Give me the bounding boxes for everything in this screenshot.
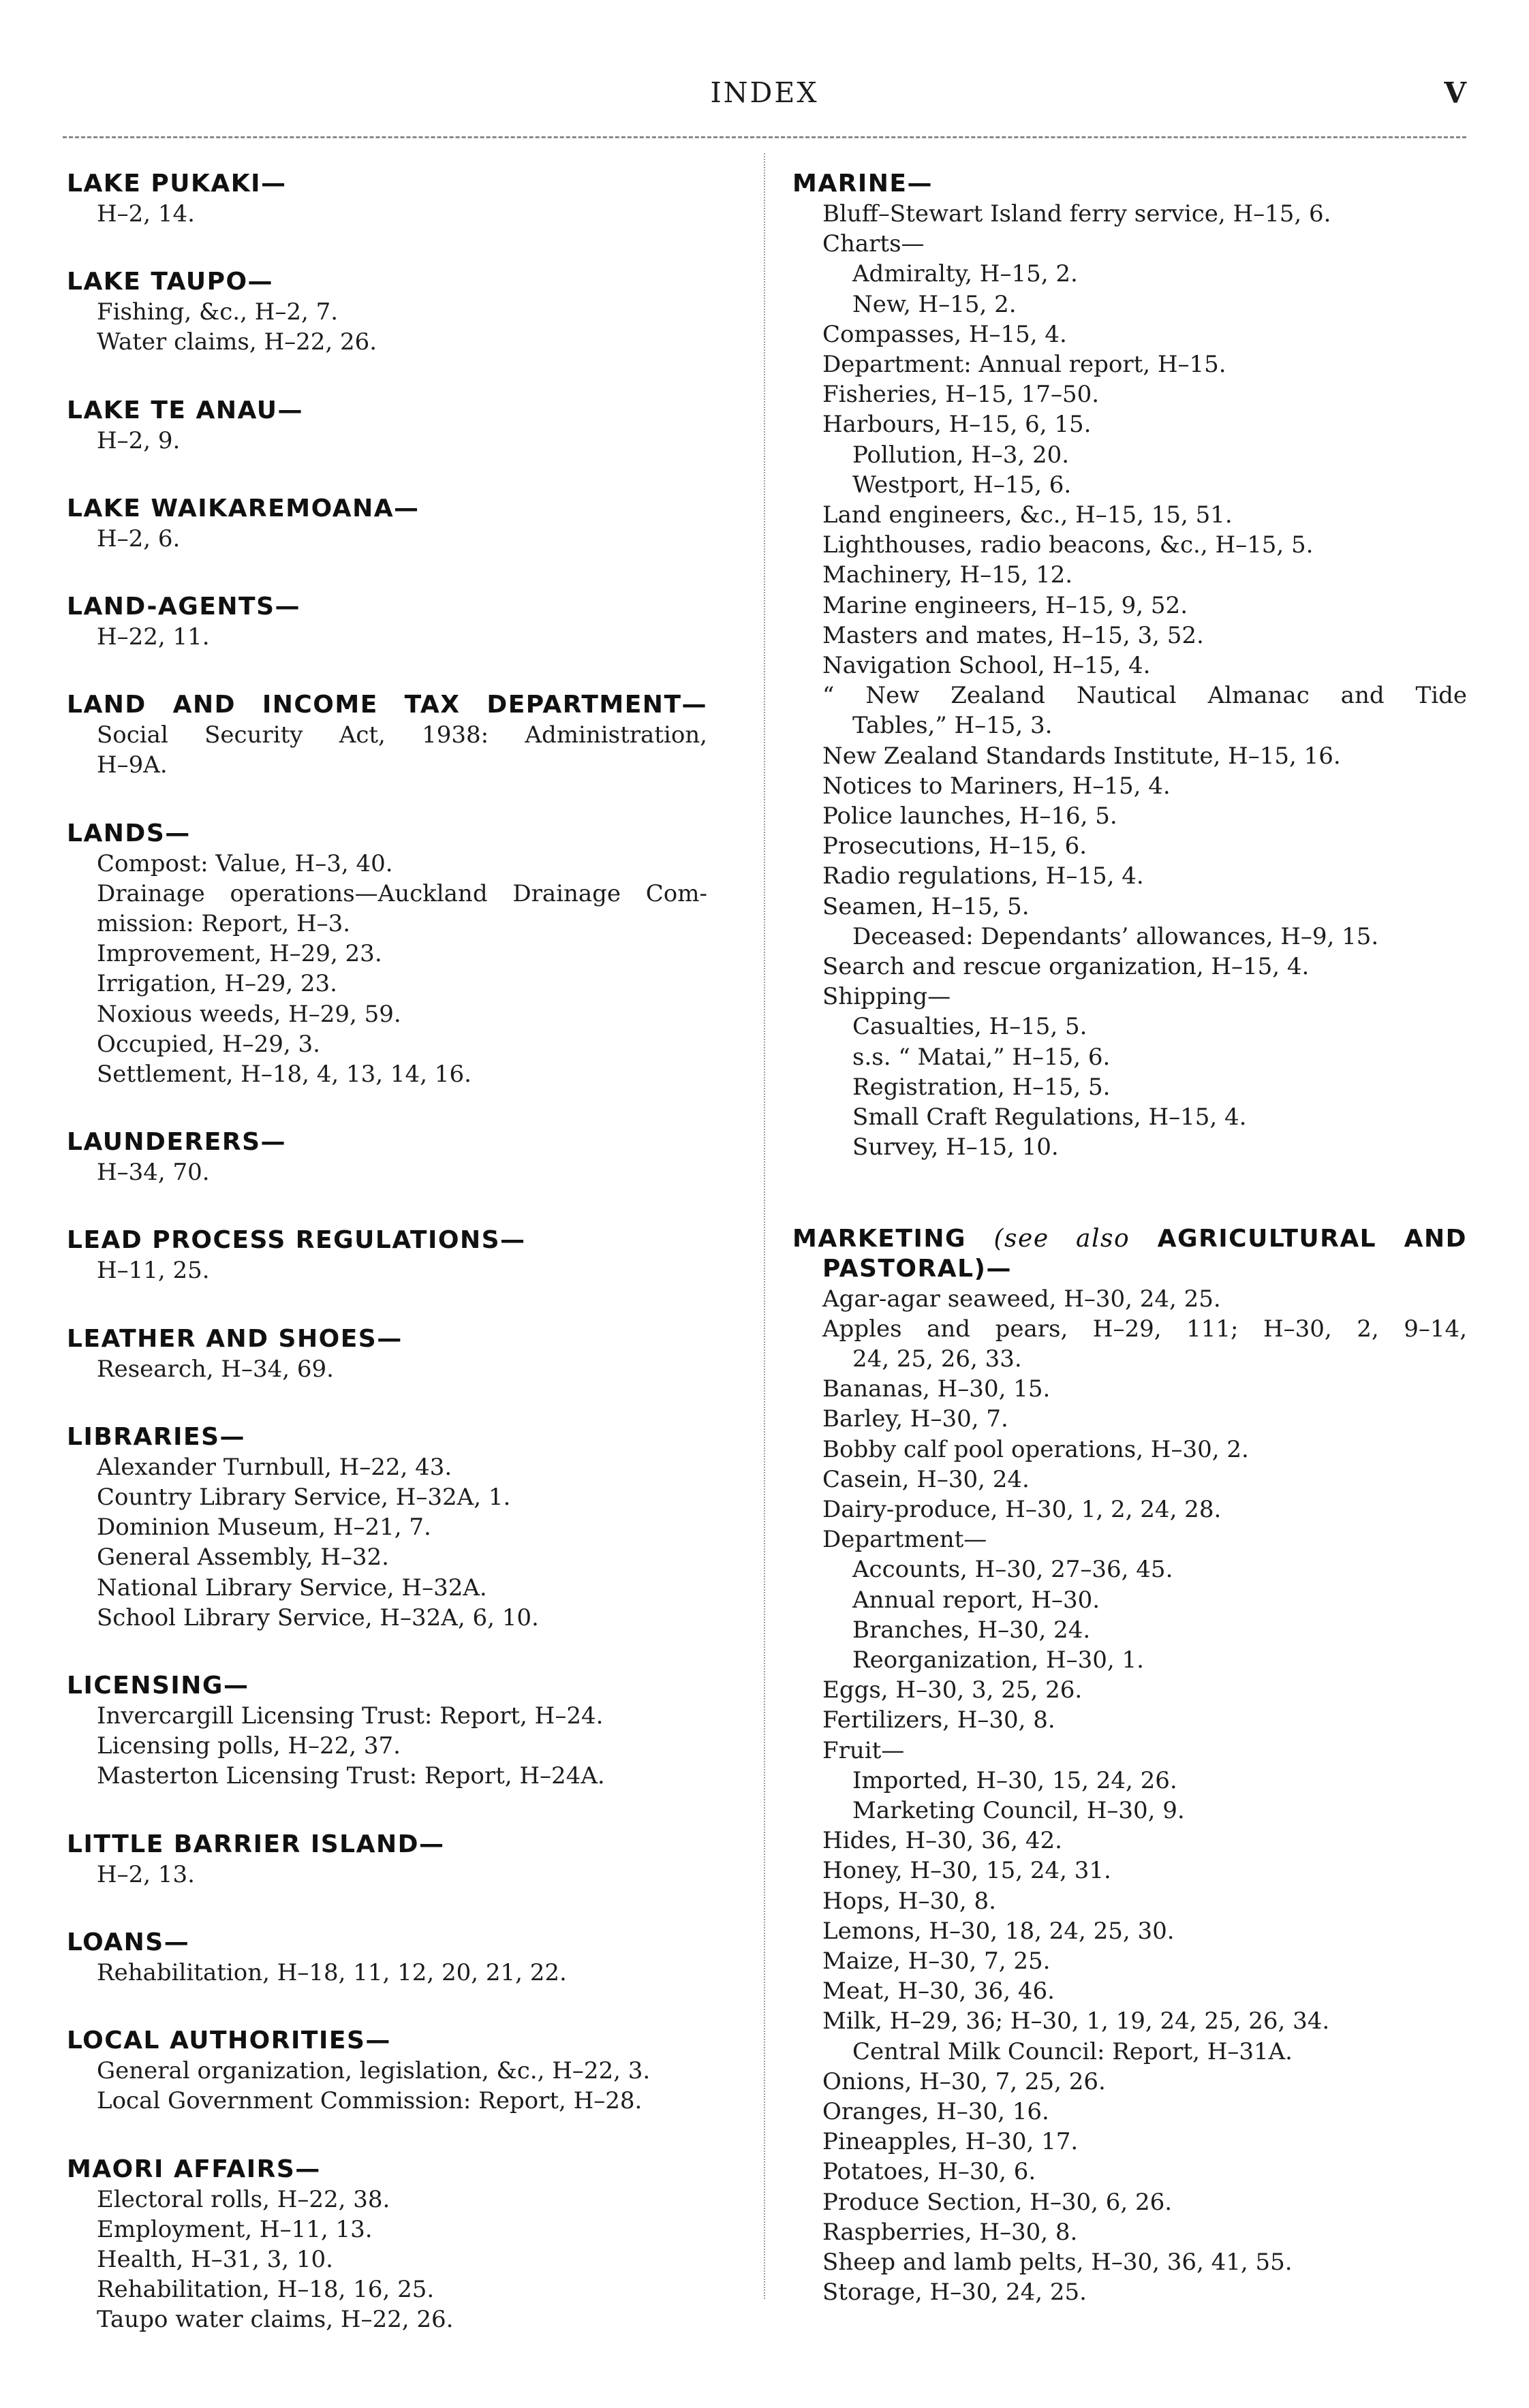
entry-line: Dominion Museum, H–21, 7. bbox=[97, 1514, 431, 1542]
index-entry-land-income-tax bbox=[67, 690, 707, 780]
entry-line: Shipping— bbox=[822, 983, 951, 1011]
entry-line: Compasses, H–15, 4. bbox=[822, 320, 1067, 348]
entry-line: H–2, 9. bbox=[97, 426, 181, 454]
index-entry-lake-pukaki bbox=[67, 169, 707, 229]
entry-heading: LEAD PROCESS REGULATIONS— bbox=[67, 1226, 526, 1255]
entry-line: Marketing Council, H–30, 9. bbox=[852, 1796, 1185, 1824]
entry-line: Branches, H–30, 24. bbox=[852, 1616, 1091, 1644]
entry-heading: LOANS— bbox=[67, 1928, 190, 1956]
entry-line: Admiralty, H–15, 2. bbox=[852, 260, 1078, 288]
entry-line: Rehabilitation, H–18, 11, 12, 20, 21, 22. bbox=[97, 1958, 567, 1986]
index-entry-maori-affairs bbox=[67, 2155, 707, 2335]
index-entry-marketing bbox=[792, 1224, 1467, 2308]
entry-line: H–22, 11. bbox=[97, 623, 210, 651]
entry-line: Milk, H–29, 36; H–30, 1, 19, 24, 25, 26, 34. bbox=[822, 2007, 1330, 2035]
entry-line: Lemons, H–30, 18, 24, 25, 30. bbox=[822, 1917, 1175, 1945]
entry-line: Employment, H–11, 13. bbox=[97, 2215, 373, 2243]
entry-line: Search and rescue organization, H–15, 4. bbox=[822, 953, 1310, 981]
entry-line: Lighthouses, radio beacons, &c., H–15, 5. bbox=[822, 531, 1314, 559]
entry-line: Masterton Licensing Trust: Report, H–24A. bbox=[97, 1762, 605, 1790]
entry-heading: LAKE WAIKAREMOANA— bbox=[67, 494, 420, 522]
index-entry-leather-shoes bbox=[67, 1324, 707, 1384]
heading-tail: AGRICULTURAL AND bbox=[1157, 1224, 1467, 1253]
entry-line: Fertilizers, H–30, 8. bbox=[822, 1706, 1055, 1734]
entry-line: Casein, H–30, 24. bbox=[822, 1465, 1030, 1493]
entry-line: Fisheries, H–15, 17–50. bbox=[822, 381, 1100, 409]
entry-heading: LIBRARIES— bbox=[67, 1422, 245, 1451]
entry-line: Westport, H–15, 6. bbox=[852, 471, 1072, 499]
entry-line: Dairy-produce, H–30, 1, 2, 24, 28. bbox=[822, 1495, 1222, 1523]
entry-line: Taupo water claims, H–22, 26. bbox=[97, 2306, 454, 2334]
entry-line: Maize, H–30, 7, 25. bbox=[822, 1947, 1051, 1975]
entry-heading: LAND AND INCOME TAX DEPARTMENT— bbox=[67, 691, 707, 719]
entry-line: H–2, 14. bbox=[97, 200, 195, 228]
entry-line: Deceased: Dependants’ allowances, H–9, 15. bbox=[852, 922, 1379, 950]
entry-line: Licensing polls, H–22, 37. bbox=[97, 1732, 401, 1760]
index-entry-lands bbox=[67, 819, 707, 1090]
entry-line: s.s. “ Matai,” H–15, 6. bbox=[852, 1043, 1111, 1071]
entry-line: New Zealand Standards Institute, H–15, 16. bbox=[822, 742, 1341, 770]
entry-line: Apples and pears, H–29, 111; H–30, 2, 9–14, bbox=[822, 1315, 1467, 1343]
entry-line: Drainage operations—Auckland Drainage Com- bbox=[97, 879, 707, 907]
entry-line: Produce Section, H–30, 6, 26. bbox=[822, 2188, 1173, 2216]
entry-heading: LITTLE BARRIER ISLAND— bbox=[67, 1830, 445, 1858]
entry-line: Marine engineers, H–15, 9, 52. bbox=[822, 591, 1188, 619]
entry-line: Pineapples, H–30, 17. bbox=[822, 2128, 1079, 2156]
entry-line: Radio regulations, H–15, 4. bbox=[822, 862, 1144, 890]
entry-line: Bluff–Stewart Island ferry service, H–15, 6. bbox=[822, 200, 1331, 228]
entry-line: mission: Report, H–3. bbox=[97, 910, 351, 938]
index-entry-land-agents bbox=[67, 592, 707, 652]
entry-line: Sheep and lamb pelts, H–30, 36, 41, 55. bbox=[822, 2249, 1293, 2276]
entry-heading: LAKE PUKAKI— bbox=[67, 170, 287, 198]
entry-line: Notices to Mariners, H–15, 4. bbox=[822, 772, 1171, 800]
entry-line: Hops, H–30, 8. bbox=[822, 1887, 996, 1915]
entry-line: Compost: Value, H–3, 40. bbox=[97, 849, 393, 877]
entry-line: Imported, H–30, 15, 24, 26. bbox=[852, 1766, 1177, 1794]
entry-line: New, H–15, 2. bbox=[852, 290, 1017, 318]
index-entry-little-barrier bbox=[67, 1830, 707, 1890]
page-number: V bbox=[1444, 76, 1466, 110]
index-entry-libraries bbox=[67, 1422, 707, 1633]
entry-line: Tables,” H–15, 3. bbox=[852, 712, 1053, 740]
entry-line: General Assembly, H–32. bbox=[97, 1544, 389, 1572]
index-entry-lake-waikaremoana bbox=[67, 494, 707, 554]
entry-line: Department: Annual report, H–15. bbox=[822, 351, 1226, 379]
index-entry-lake-taupo bbox=[67, 267, 707, 357]
entry-heading: LANDS— bbox=[67, 819, 191, 847]
heading-main: MARKETING bbox=[792, 1224, 967, 1253]
entry-line: Health, H–31, 3, 10. bbox=[97, 2245, 333, 2273]
entry-line: Hides, H–30, 36, 42. bbox=[822, 1827, 1062, 1855]
entry-line: Accounts, H–30, 27–36, 45. bbox=[852, 1556, 1173, 1584]
entry-heading: MARINE— bbox=[792, 170, 933, 198]
entry-line: Eggs, H–30, 3, 25, 26. bbox=[822, 1676, 1083, 1704]
page-title: INDEX bbox=[710, 76, 819, 109]
entry-line: 24, 25, 26, 33. bbox=[852, 1345, 1022, 1373]
entry-line: Land engineers, &c., H–15, 15, 51. bbox=[822, 501, 1233, 529]
entry-line: H–34, 70. bbox=[97, 1159, 210, 1187]
entry-line: Invercargill Licensing Trust: Report, H–24. bbox=[97, 1702, 604, 1730]
entry-line: Harbours, H–15, 6, 15. bbox=[822, 411, 1092, 439]
entry-line: Survey, H–15, 10. bbox=[852, 1133, 1059, 1161]
entry-line: Charts— bbox=[822, 230, 925, 258]
entry-heading: LAKE TAUPO— bbox=[67, 268, 274, 296]
entry-line: “ New Zealand Nautical Almanac and Tide bbox=[822, 682, 1467, 710]
left-column bbox=[67, 169, 707, 2373]
entry-heading: LICENSING— bbox=[67, 1672, 249, 1700]
entry-line: Noxious weeds, H–29, 59. bbox=[97, 1000, 401, 1028]
index-entry-licensing bbox=[67, 1671, 707, 1792]
entry-line: Honey, H–30, 15, 24, 31. bbox=[822, 1857, 1111, 1885]
entry-heading: LOCAL AUTHORITIES— bbox=[67, 2027, 391, 2055]
entry-line: Machinery, H–15, 12. bbox=[822, 561, 1073, 589]
entry-line: Settlement, H–18, 4, 13, 14, 16. bbox=[97, 1061, 472, 1089]
entry-line: Local Government Commission: Report, H–28. bbox=[97, 2087, 643, 2115]
entry-line: Water claims, H–22, 26. bbox=[97, 328, 377, 356]
entry-line: Central Milk Council: Report, H–31A. bbox=[852, 2037, 1293, 2065]
index-entry-launderers bbox=[67, 1127, 707, 1187]
entry-line: Improvement, H–29, 23. bbox=[97, 940, 382, 968]
entry-line: H–9A. bbox=[97, 751, 168, 779]
entry-heading bbox=[792, 1224, 1467, 1254]
column-divider bbox=[764, 153, 765, 2299]
entry-line: Prosecutions, H–15, 6. bbox=[822, 832, 1087, 860]
entry-line: National Library Service, H–32A. bbox=[97, 1574, 487, 1601]
entry-line: Country Library Service, H–32A, 1. bbox=[97, 1484, 511, 1512]
entry-line: Masters and mates, H–15, 3, 52. bbox=[822, 621, 1204, 649]
cross-reference-note: (see also bbox=[993, 1224, 1130, 1253]
entry-heading: LAKE TE ANAU— bbox=[67, 396, 303, 424]
header-rule bbox=[63, 136, 1466, 138]
entry-heading-continued: PASTORAL)— bbox=[822, 1254, 1013, 1283]
entry-line: H–11, 25. bbox=[97, 1257, 210, 1285]
running-head bbox=[0, 76, 1529, 117]
index-entry-loans bbox=[67, 1928, 707, 1988]
entry-line: Pollution, H–3, 20. bbox=[852, 441, 1070, 469]
entry-line: Fruit— bbox=[822, 1736, 905, 1764]
index-entry-marine bbox=[792, 169, 1467, 1163]
entry-line: Department— bbox=[822, 1526, 987, 1554]
index-entry-local-authorities bbox=[67, 2026, 707, 2116]
entry-line: Seamen, H–15, 5. bbox=[822, 892, 1030, 920]
entry-line: Occupied, H–29, 3. bbox=[97, 1030, 320, 1058]
entry-line: Casualties, H–15, 5. bbox=[852, 1013, 1087, 1041]
entry-line: Oranges, H–30, 16. bbox=[822, 2097, 1049, 2125]
index-entry-lake-te-anau bbox=[67, 396, 707, 456]
entry-line: Agar-agar seaweed, H–30, 24, 25. bbox=[822, 1285, 1221, 1313]
entry-line: Potatoes, H–30, 6. bbox=[822, 2158, 1036, 2186]
entry-line: Electoral rolls, H–22, 38. bbox=[97, 2185, 390, 2213]
entry-line: Barley, H–30, 7. bbox=[822, 1405, 1008, 1433]
entry-line: Raspberries, H–30, 8. bbox=[822, 2218, 1078, 2246]
entry-line: Annual report, H–30. bbox=[852, 1586, 1100, 1614]
entry-line: Rehabilitation, H–18, 16, 25. bbox=[97, 2276, 435, 2304]
entry-line: Small Craft Regulations, H–15, 4. bbox=[852, 1104, 1247, 1131]
entry-line: Police launches, H–16, 5. bbox=[822, 802, 1117, 830]
entry-line: Navigation School, H–15, 4. bbox=[822, 652, 1151, 680]
entry-line: H–2, 6. bbox=[97, 525, 181, 552]
right-column bbox=[792, 169, 1467, 2345]
entry-line: Storage, H–30, 24, 25. bbox=[822, 2279, 1087, 2307]
entry-line: Fishing, &c., H–2, 7. bbox=[97, 298, 339, 326]
entry-line: Alexander Turnbull, H–22, 43. bbox=[97, 1453, 452, 1481]
index-entry-lead-process bbox=[67, 1225, 707, 1285]
entry-heading: LAND-AGENTS— bbox=[67, 593, 301, 621]
entry-line: General organization, legislation, &c., H–22, 3. bbox=[97, 2057, 651, 2085]
entry-line: Reorganization, H–30, 1. bbox=[852, 1646, 1144, 1674]
entry-heading: LEATHER AND SHOES— bbox=[67, 1324, 403, 1353]
entry-line: H–2, 13. bbox=[97, 1860, 195, 1888]
entry-line: Bobby calf pool operations, H–30, 2. bbox=[822, 1435, 1249, 1463]
entry-line: Research, H–34, 69. bbox=[97, 1355, 334, 1383]
entry-line: Social Security Act, 1938: Administration, bbox=[97, 721, 707, 749]
entry-line: School Library Service, H–32A, 6, 10. bbox=[97, 1604, 539, 1631]
entry-heading: LAUNDERERS— bbox=[67, 1128, 286, 1157]
entry-line: Registration, H–15, 5. bbox=[852, 1073, 1111, 1101]
entry-line: Meat, H–30, 36, 46. bbox=[822, 1977, 1055, 2005]
entry-line: Bananas, H–30, 15. bbox=[822, 1375, 1051, 1403]
entry-line: Irrigation, H–29, 23. bbox=[97, 970, 337, 998]
entry-line: Onions, H–30, 7, 25, 26. bbox=[822, 2067, 1106, 2095]
entry-heading: MAORI AFFAIRS— bbox=[67, 2155, 321, 2183]
